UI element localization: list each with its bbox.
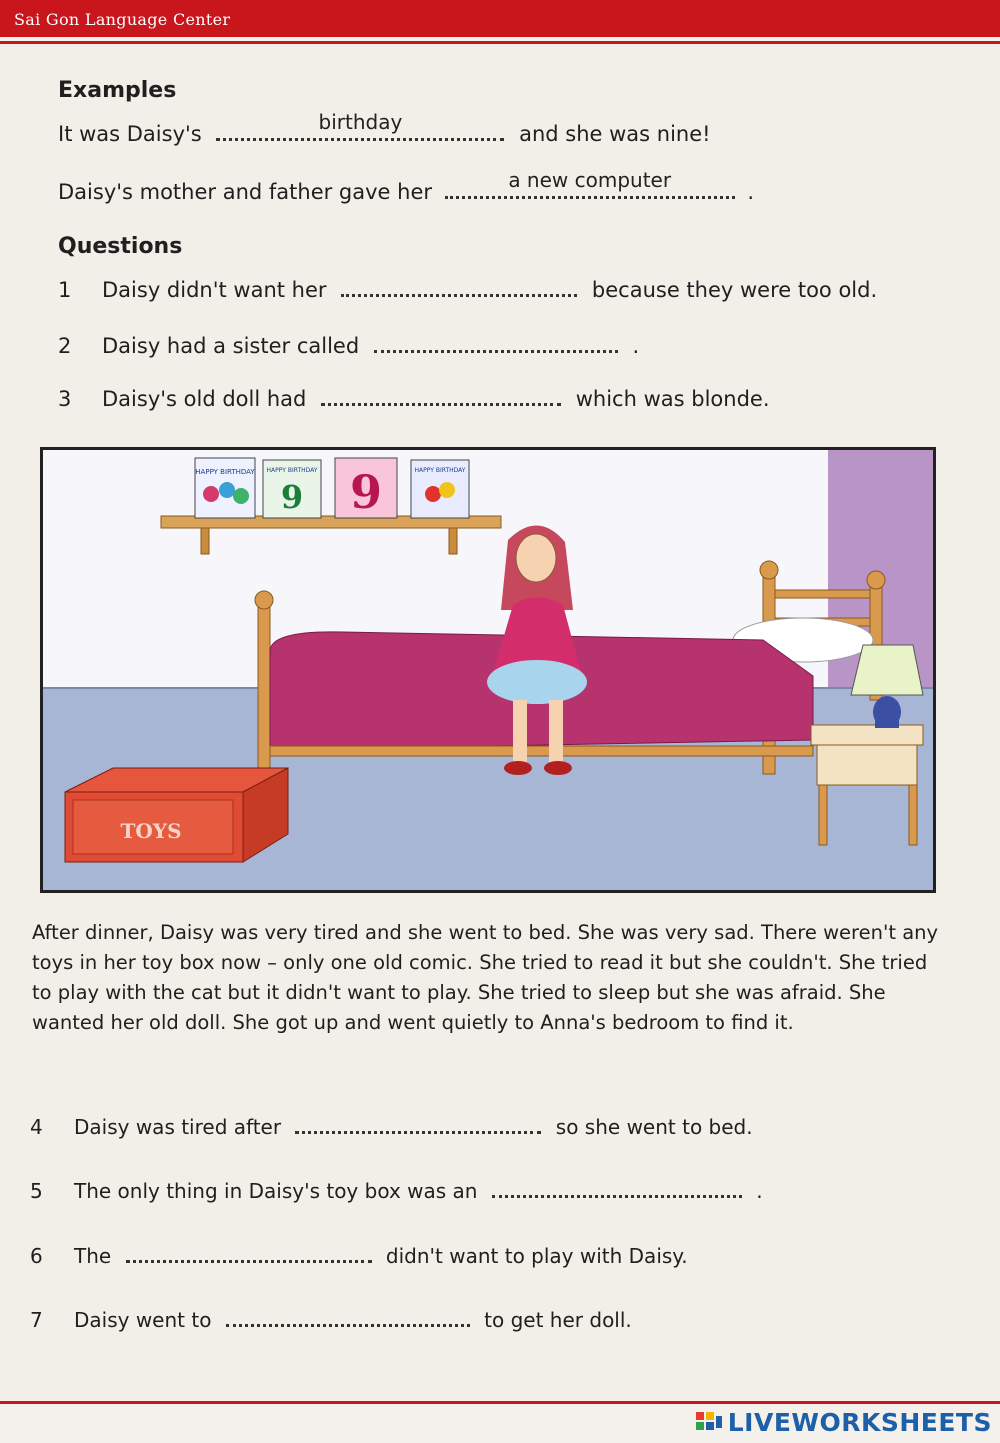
question-7-before: Daisy went to [74,1308,212,1332]
card-2-text: HAPPY BIRTHDAY [266,467,318,474]
card-3-number: 9 [349,465,383,519]
example-2-answer: a new computer [508,168,672,192]
card-1-text: HAPPY BIRTHDAY [195,468,255,476]
birthday-card-4 [411,460,469,518]
example-1 [58,110,711,146]
question-6-before: The [74,1244,112,1268]
question-3-blank[interactable] [321,385,561,406]
birthday-card-1 [195,458,255,518]
liveworksheets-logo[interactable] [696,1407,992,1437]
card-4-text: HAPPY BIRTHDAY [414,467,466,474]
question-3-after: which was blonde. [575,387,770,411]
example-2-blank [445,168,735,199]
question-1-after: because they were too old. [591,278,878,302]
toy-box [65,768,288,862]
question-5 [30,1177,763,1203]
question-4 [30,1113,753,1139]
toy-box-label: TOYS [120,819,182,843]
question-2 [58,332,639,358]
question-5-number: 5 [30,1179,43,1203]
question-2-number: 2 [58,334,72,358]
birthday-card-3 [335,458,397,519]
questions-heading: Questions [58,234,183,259]
question-6-after: didn't want to play with Daisy. [385,1244,688,1268]
question-3-number: 3 [58,387,72,411]
question-6-blank[interactable] [126,1242,372,1263]
question-4-blank[interactable] [295,1113,541,1134]
example-1-blank [216,110,504,141]
question-7-after: to get her doll. [484,1308,632,1332]
question-1-blank[interactable] [341,276,577,297]
question-7-blank[interactable] [226,1306,470,1327]
example-2-before: Daisy's mother and father gave her [58,180,433,204]
question-5-blank[interactable] [492,1177,742,1198]
question-6-number: 6 [30,1244,43,1268]
question-5-before: The only thing in Daisy's toy box was an [74,1179,478,1203]
example-2 [58,168,755,204]
question-7-number: 7 [30,1308,43,1332]
question-2-before: Daisy had a sister called [102,334,360,358]
question-5-after: . [756,1179,763,1203]
question-1-before: Daisy didn't want her [102,278,327,302]
liveworksheets-logo-icon [696,1410,724,1434]
question-2-after: . [632,334,640,358]
footer-divider [0,1401,1000,1404]
bedroom-illustration [40,447,936,893]
example-2-after: . [747,180,755,204]
example-1-after: and she was nine! [519,122,711,146]
question-2-blank[interactable] [374,332,618,353]
question-4-after: so she went to bed. [555,1115,753,1139]
card-2-number: 9 [280,478,304,516]
story-paragraph: After dinner, Daisy was very tired and she went to bed. She was very sad. There weren't any toys in her toy box now – only one old comic. She tried to read it but she couldn't. She tried to play with the cat but it didn't want to play. She tried to sleep but she was afraid. She wanted her old doll. She got up and went quietly to Anna's bedroom to find it. [32,921,939,1034]
example-1-before: It was Daisy's [58,122,202,146]
question-7 [30,1306,632,1332]
question-3 [58,385,770,411]
example-1-answer: birthday [318,110,403,134]
birthday-card-2 [263,460,321,518]
question-4-number: 4 [30,1115,43,1139]
question-6 [30,1242,688,1268]
bedroom-scene-svg [43,450,933,890]
header-bar [0,0,1000,37]
question-3-before: Daisy's old doll had [102,387,307,411]
liveworksheets-logo-text: LIVEWORKSHEETS [727,1407,992,1437]
question-4-before: Daisy was tired after [74,1115,282,1139]
question-1-number: 1 [58,278,72,302]
examples-heading: Examples [58,78,177,103]
question-1 [58,276,877,302]
header-title: Sai Gon Language Center [14,10,231,29]
